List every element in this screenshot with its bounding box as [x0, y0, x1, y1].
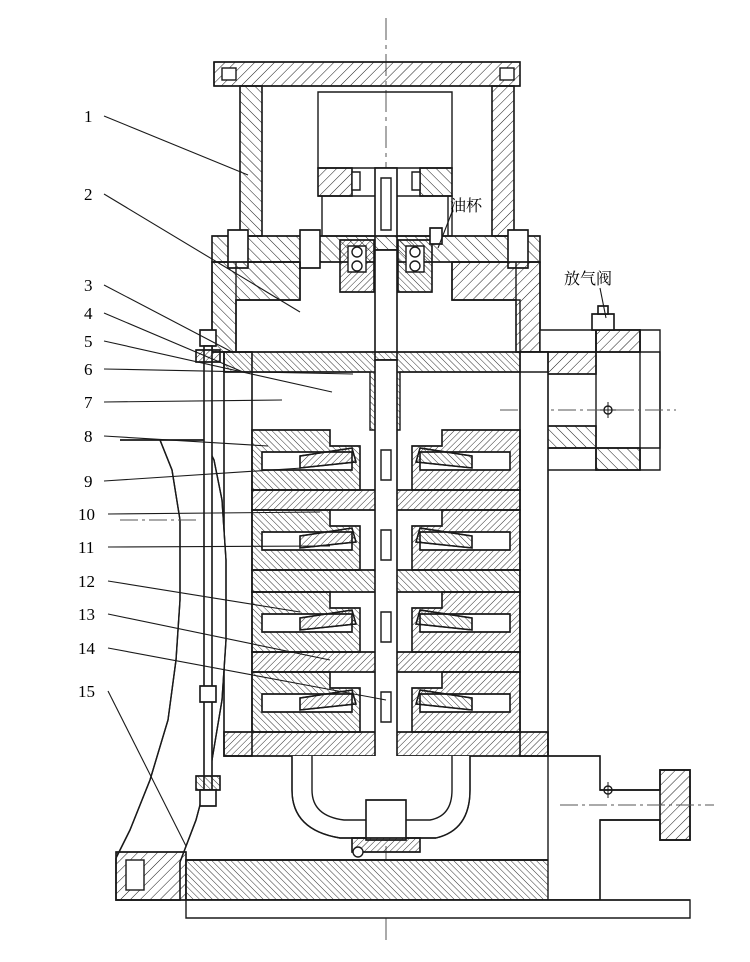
bearing-bracket: [212, 228, 540, 360]
callout-5: 5: [84, 332, 93, 351]
callout-10: 10: [78, 505, 95, 524]
callout-11: 11: [78, 538, 95, 557]
callout-7: 7: [84, 393, 93, 412]
callout-13: 13: [78, 605, 95, 624]
callout-4: 4: [84, 304, 93, 323]
callout-2: 2: [84, 185, 93, 204]
oil-cup-label: 油杯: [450, 196, 483, 215]
air-release-valve-label: 放气阀: [564, 269, 613, 288]
callout-6: 6: [84, 360, 93, 379]
callout-8: 8: [84, 427, 93, 446]
motor-stool-assembly: [214, 62, 520, 250]
callout-1: 1: [84, 107, 93, 126]
stage-casings-stack: [224, 352, 548, 800]
callout-12: 12: [78, 572, 95, 591]
drawing-geometry: [104, 18, 714, 944]
callout-14: 14: [78, 639, 95, 658]
callout-9: 9: [84, 472, 93, 491]
callout-3: 3: [84, 276, 93, 295]
callout-15: 15: [78, 682, 95, 701]
